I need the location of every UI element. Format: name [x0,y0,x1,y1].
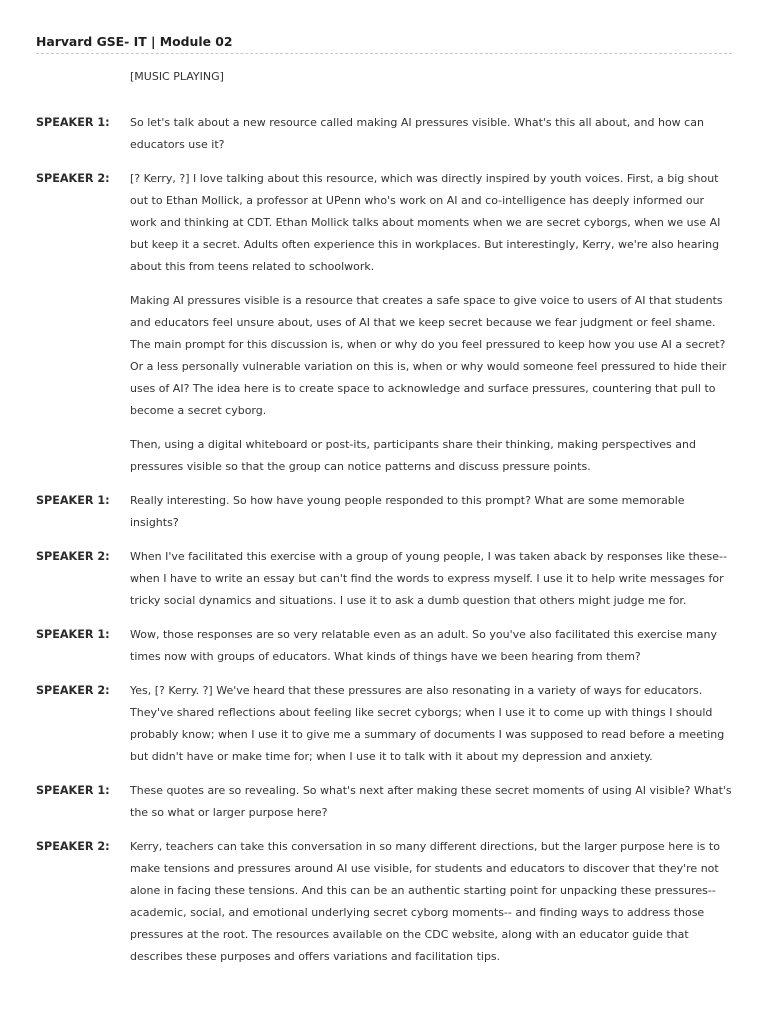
speaker-label: SPEAKER 2: [36,684,110,697]
transcript-page [36,34,732,968]
entry-text [130,624,732,668]
document-header [36,34,732,52]
speaker-label: SPEAKER 2: [36,840,110,853]
entry-text [130,112,732,156]
entry-text [130,680,732,768]
entry-text [130,490,732,534]
entry-paragraph: Really interesting. So how have young people responded to this prompt? What are some memorable insights? [130,494,685,529]
transcript-entry [36,112,732,156]
intro-text-column [130,66,732,88]
transcript-entry [36,680,732,768]
transcript-intro [36,66,732,88]
entry-text [130,168,732,478]
header-divider [36,53,732,54]
entry-paragraph: Kerry, teachers can take this conversation in so many different directions, but the larger purpose here is to make tensions and pressures around AI use visible, for students and educators to discover that they're not alone in facing these tensions. And this can be an authentic starting point for unpacking these pressures-- academic, social, and emotional underlying secret cyborg moments-- and finding ways to address those pressures at the root. The resources available on the CDC website, along with an educator guide that describes these purposes and offers variations and facilitation tips. [130,840,720,963]
entry-paragraph: Then, using a digital whiteboard or post-its, participants share their thinking, making perspectives and pressures visible so that the group can notice patterns and discuss pressure points. [130,438,696,473]
transcript-entry [36,546,732,612]
entry-paragraph: [? Kerry, ?] I love talking about this resource, which was directly inspired by youth voices. First, a big shout out to Ethan Mollick, a professor at UPenn who's work on AI and co-intelligence has deeply informed our work and thinking at CDT. Ethan Mollick talks about moments when we are secret cyborgs, when we use AI but keep it a secret. Adults often experience this in workplaces. But interestingly, Kerry, we're also hearing about this from teens related to schoolwork. [130,172,721,273]
entry-text [130,546,732,612]
entry-paragraph: When I've facilitated this exercise with a group of young people, I was taken aback by responses like these-- when I have to write an essay but can't find the words to express myself. I use it to help write messages for tricky social dynamics and situations. I use it to ask a dumb question that others might judge me for. [130,550,727,607]
speaker-label: SPEAKER 1: [36,116,110,129]
entry-text [130,780,732,824]
entry-paragraph: These quotes are so revealing. So what's next after making these secret moments of using AI visible? What's the so what or larger purpose here? [130,784,732,819]
speaker-label: SPEAKER 1: [36,494,110,507]
entry-paragraph: Making AI pressures visible is a resource that creates a safe space to give voice to users of AI that students and educators feel unsure about, uses of AI that we keep secret because we fear judgment or feel shame. The main prompt for this discussion is, when or why do you feel pressured to keep how you use AI a secret? Or a less personally vulnerable variation on this is, when or why would someone feel pressured to hide their uses of AI? The idea here is to create space to acknowledge and surface pressures, countering that pull to become a secret cyborg. [130,294,727,417]
speaker-label: SPEAKER 1: [36,784,110,797]
transcript-entry [36,780,732,824]
transcript-entry [36,624,732,668]
speaker-label: SPEAKER 2: [36,172,110,185]
music-cue: [MUSIC PLAYING] [130,70,224,83]
entry-paragraph: Wow, those responses are so very relatable even as an adult. So you've also facilitated this exercise many times now with groups of educators. What kinds of things have we been hearing from them? [130,628,717,663]
transcript-entry [36,490,732,534]
speaker-label: SPEAKER 2: [36,550,110,563]
speaker-label: SPEAKER 1: [36,628,110,641]
transcript-entry [36,836,732,968]
entry-paragraph: So let's talk about a new resource called making AI pressures visible. What's this all about, and how can educators use it? [130,116,704,151]
transcript-entry [36,168,732,478]
entry-paragraph: Yes, [? Kerry. ?] We've heard that these pressures are also resonating in a variety of ways for educators. They've shared reflections about feeling like secret cyborgs; when I use it to come up with things I should probably know; when I use it to give me a summary of documents I was supposed to read before a meeting but didn't have or make time for; when I use it to talk with it about my depression and anxiety. [130,684,725,763]
entry-text [130,836,732,968]
header-title: Harvard GSE- IT | Module 02 [36,34,233,49]
